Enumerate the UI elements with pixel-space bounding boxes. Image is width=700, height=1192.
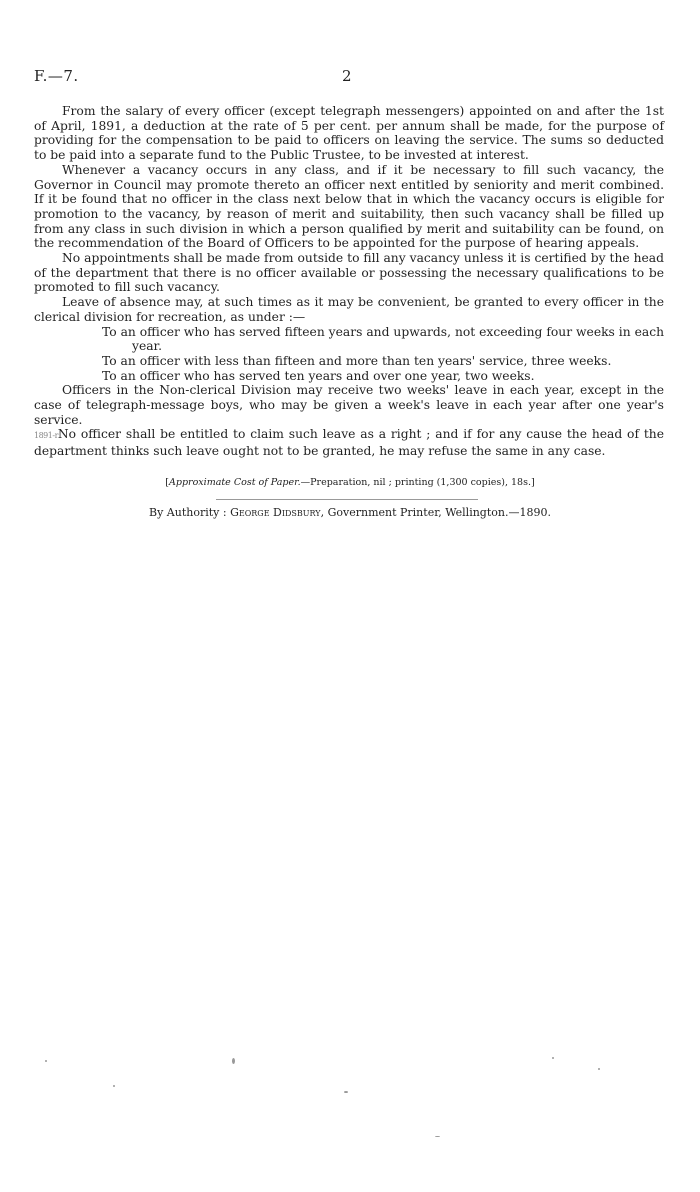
paper-number: F.—7. xyxy=(34,67,79,85)
printer-authority xyxy=(0,506,700,519)
cost-detail: —Preparation, nil ; printing (1,300 copies), 18s. xyxy=(300,477,531,488)
scan-speck xyxy=(45,1060,47,1062)
paragraph-appointments: No appointments shall be made from outside to fill any vacancy unless it is certified by the head of the department that there is no officer available or possessing the necessary qualifications to be promoted to fill such vacancy. xyxy=(34,251,664,295)
authority-prefix: By Authority : xyxy=(149,506,227,519)
paragraph-vacancy: Whenever a vacancy occurs in any class, and if it be necessary to fill such vacancy, the Governor in Council may promote thereto an officer next entitled by seniority and merit combined. If it be found that no officer in the class next below that in which the vacancy occurs is eligible for promotion to the vacancy, by reason of merit and suitability, then such vacancy shall be filled up from any class in such division in which a person qualified by merit and suitability can be found, on the recommendation of the Board of Officers to be appointed for the purpose of hearing appeals. xyxy=(34,162,664,251)
scan-speck xyxy=(552,1057,554,1059)
printer-name: George Didsbury xyxy=(230,506,321,519)
footer-divider xyxy=(216,499,478,500)
scan-speck xyxy=(344,1091,348,1093)
paragraph-no-right xyxy=(34,427,664,458)
page-header xyxy=(34,67,664,87)
scan-speck xyxy=(598,1068,600,1070)
document-body xyxy=(34,104,664,459)
margin-mark: 1891-r xyxy=(34,431,58,441)
paragraph-deduction: From the salary of every officer (except telegraph messengers) appointed on and after the 1st of April, 1891, a deduction at the rate of 5 per cent. per annum shall be made, for the purpose of providing for the compensation to be paid to officers on leaving the service. The sums so deducted to be paid into a separate fund to the Public Trustee, to be invested at interest. xyxy=(34,104,664,163)
paragraph-non-clerical: Officers in the Non-clerical Division may receive two weeks' leave in each year, except in the case of telegraph-message boys, who may be given a week's leave in each year after one year's service. xyxy=(34,383,664,427)
paragraph-no-right-text: No officer shall be entitled to claim such leave as a right ; and if for any cause the head of the department thinks such leave ought not to be granted, he may refuse the same in any case. xyxy=(34,427,664,459)
scan-speck xyxy=(232,1058,235,1064)
cost-note: [Approximate Cost of Paper.—Preparation, nil ; printing (1,300 copies), 18s.] xyxy=(165,477,535,488)
leave-item-fifteen-years: To an officer who has served fifteen years and upwards, not exceeding four weeks in each year. xyxy=(102,324,664,354)
leave-item-one-to-ten-years: To an officer who has served ten years and over one year, two weeks. xyxy=(102,368,535,383)
scan-speck xyxy=(435,1136,440,1137)
scan-speck xyxy=(113,1085,115,1087)
leave-item-ten-to-fifteen-years: To an officer with less than fifteen and more than ten years' service, three weeks. xyxy=(102,353,612,368)
authority-suffix: , Government Printer, Wellington.—1890. xyxy=(320,506,551,519)
paragraph-leave-intro: Leave of absence may, at such times as it may be convenient, be granted to every officer in the clerical division for recreation, as under :— xyxy=(34,295,664,324)
page-number: 2 xyxy=(342,67,352,85)
cost-label: Approximate Cost of Paper. xyxy=(169,477,301,488)
